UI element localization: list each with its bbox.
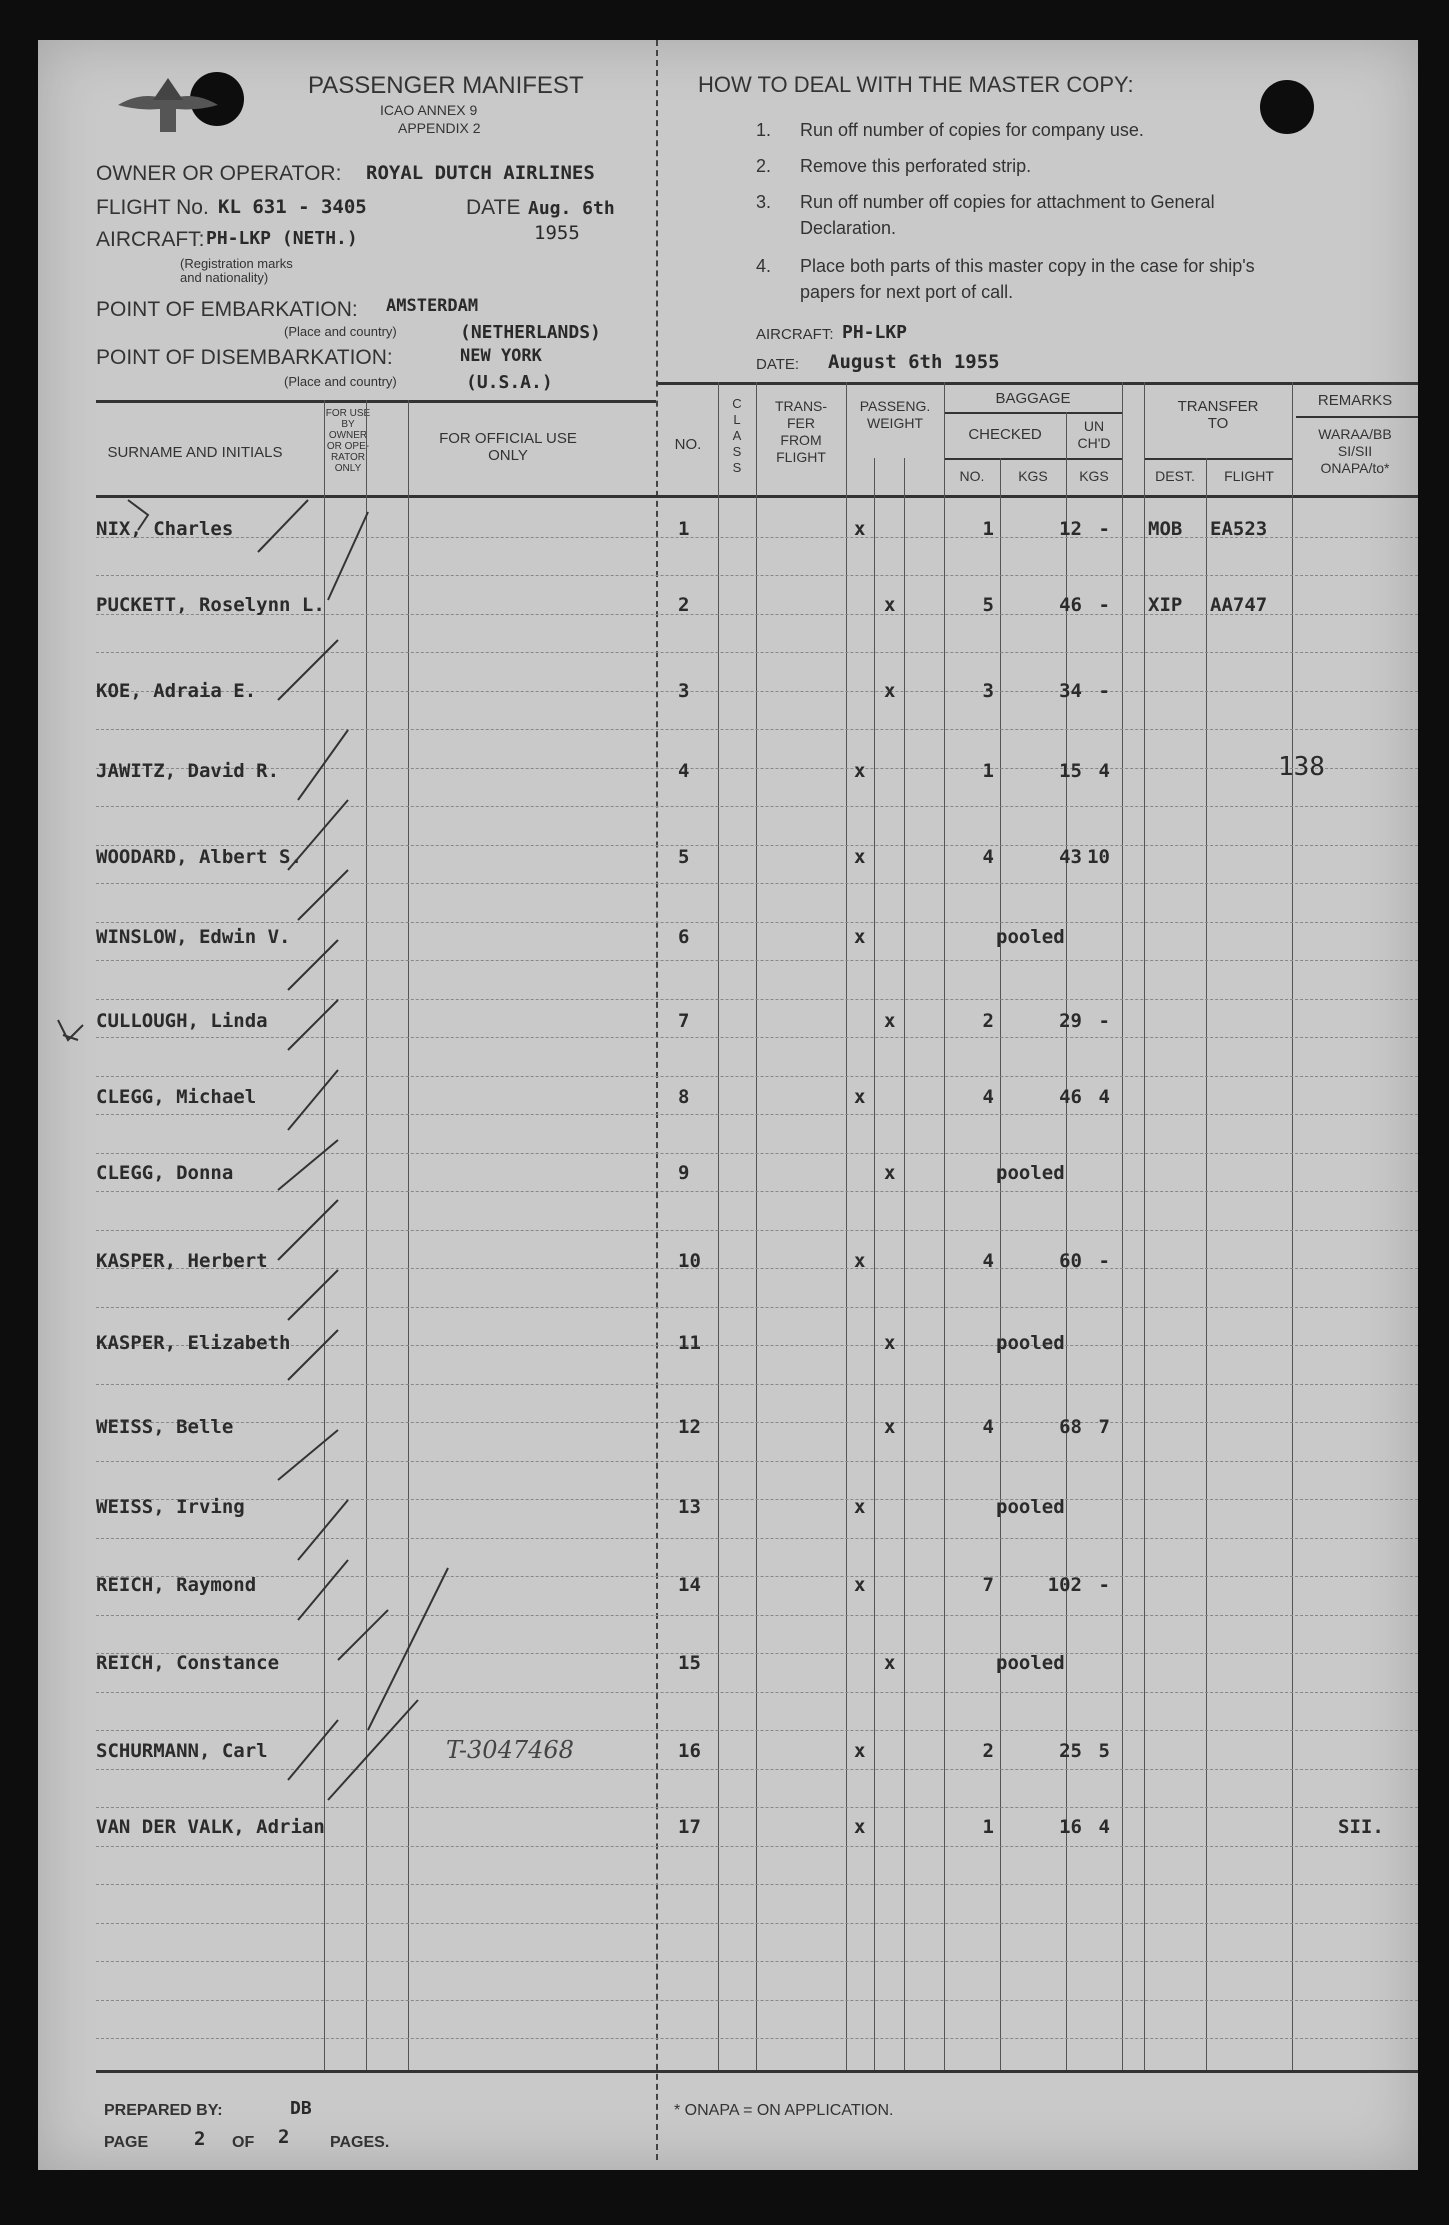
weight-mark-a: x	[854, 1086, 866, 1108]
flight-value: KL 631 - 3405	[218, 196, 367, 218]
instr-date-value: August 6th 1955	[828, 351, 1000, 373]
passenger-name: CULLOUGH, Linda	[96, 1010, 268, 1032]
header-line: A	[732, 428, 742, 443]
weight-mark-b: x	[884, 680, 896, 702]
bag-kgs: pooled	[996, 1652, 1065, 1674]
page-value: 2	[194, 2128, 206, 2150]
instructions-title: HOW TO DEAL WITH THE MASTER COPY:	[698, 72, 1134, 97]
passenger-name: WEISS, Belle	[96, 1416, 234, 1438]
bag-kgs: 16	[1059, 1816, 1082, 1838]
date-label: DATE	[466, 196, 521, 219]
passenger-name: REICH, Constance	[96, 1652, 280, 1674]
place-note: (Place and country)	[284, 324, 397, 339]
bag-count: 1	[982, 518, 994, 540]
passenger-name: WEISS, Irving	[96, 1496, 245, 1518]
passenger-name: REICH, Raymond	[96, 1574, 257, 1596]
header-line: CH'D	[1077, 435, 1111, 451]
passenger-name: KASPER, Herbert	[96, 1250, 268, 1272]
header-line: FOR USE	[325, 408, 371, 419]
passenger-no: 16	[678, 1740, 701, 1762]
passenger-no: 13	[678, 1496, 701, 1518]
passenger-no: 4	[678, 760, 690, 782]
header-line: S	[732, 444, 742, 459]
weight-mark-a: x	[854, 846, 866, 868]
header-line: ONAPA/to*	[1320, 460, 1390, 476]
registration-note: and nationality)	[180, 270, 269, 285]
registration-note: (Registration marks	[180, 256, 293, 271]
header-line: WARAA/BB	[1318, 426, 1392, 442]
col-bag-no: NO.	[959, 468, 985, 484]
header-line: RATOR	[330, 452, 366, 463]
weight-mark-a: x	[854, 1816, 866, 1838]
col-baggage: BAGGAGE	[995, 390, 1071, 407]
owner-value: ROYAL DUTCH AIRLINES	[366, 162, 595, 184]
unchecked-kgs: 10	[1087, 846, 1110, 868]
weight-mark-b: x	[884, 1332, 896, 1354]
header-line: S	[732, 460, 742, 475]
col-un-kgs: KGS	[1079, 468, 1109, 484]
header-line: TRANS-	[774, 398, 828, 414]
bag-kgs: 43	[1059, 846, 1082, 868]
instruction-number: 1.	[756, 120, 772, 140]
header-line: ONLY	[334, 463, 362, 474]
manifest-title: PASSENGER MANIFEST	[308, 72, 584, 99]
weight-mark-a: x	[854, 1740, 866, 1762]
instruction-number: 4.	[756, 256, 772, 276]
weight-mark-a: x	[854, 1250, 866, 1272]
transfer-dest: MOB	[1148, 518, 1183, 540]
header-line: BY	[341, 419, 355, 430]
prepared-by-value: DB	[290, 2098, 312, 2119]
weight-mark-b: x	[884, 1162, 896, 1184]
passenger-name: KOE, Adraia E.	[96, 680, 257, 702]
instruction-number: 3.	[756, 192, 772, 212]
transfer-flight: AA747	[1210, 594, 1268, 616]
of-value: 2	[278, 2126, 290, 2148]
prepared-by-label: PREPARED BY:	[104, 2102, 223, 2119]
col-no: NO.	[674, 436, 702, 453]
passenger-no: 5	[678, 846, 690, 868]
bag-count: 7	[982, 1574, 994, 1596]
bag-count: 1	[982, 1816, 994, 1838]
weight-mark-a: x	[854, 926, 866, 948]
transfer-dest: XIP	[1148, 594, 1183, 616]
weight-mark-b: x	[884, 1416, 896, 1438]
bag-kgs: pooled	[996, 926, 1065, 948]
passenger-no: 6	[678, 926, 690, 948]
weight-mark-a: x	[854, 760, 866, 782]
passenger-name: VAN DER VALK, Adrian	[96, 1816, 325, 1838]
annex-label: ICAO ANNEX 9	[380, 102, 478, 118]
passenger-name: WINSLOW, Edwin V.	[96, 926, 291, 948]
of-label: OF	[232, 2134, 255, 2151]
pages-label: PAGES.	[330, 2134, 390, 2151]
instruction-text: Run off number of copies for company use.	[800, 120, 1144, 140]
header-line: FER	[787, 415, 815, 431]
unchecked-kgs: -	[1098, 1250, 1110, 1272]
flight-label: FLIGHT No.	[96, 196, 209, 219]
passenger-name: CLEGG, Donna	[96, 1162, 234, 1184]
remark: 138	[1278, 752, 1325, 782]
remark: SII.	[1338, 1816, 1384, 1838]
col-checked: CHECKED	[968, 426, 1042, 443]
header-line: PASSENG.	[859, 398, 931, 414]
col-remarks: REMARKS	[1317, 392, 1393, 409]
bag-count: 4	[982, 1416, 994, 1438]
disembarkation-label: POINT OF DISEMBARKATION:	[96, 346, 393, 369]
embarkation-value: AMSTERDAM	[386, 296, 479, 316]
date-value: Aug. 6th	[528, 198, 615, 219]
header-line: FLIGHT	[776, 449, 826, 465]
col-dest: DEST.	[1155, 468, 1195, 484]
instruction-text: Run off number off copies for attachment to General	[800, 192, 1215, 212]
instruction-number: 2.	[756, 156, 772, 176]
manifest-sheet	[38, 40, 1418, 2170]
bag-count: 1	[982, 760, 994, 782]
unchecked-kgs: -	[1098, 1010, 1110, 1032]
passenger-no: 10	[678, 1250, 701, 1272]
col-kgs: KGS	[1018, 468, 1048, 484]
bag-kgs: 34	[1059, 680, 1082, 702]
bag-count: 4	[982, 1086, 994, 1108]
instruction-text: Remove this perforated strip.	[800, 156, 1032, 176]
weight-mark-a: x	[854, 518, 866, 540]
weight-mark-b: x	[884, 1652, 896, 1674]
bag-kgs: 60	[1059, 1250, 1082, 1272]
page-label: PAGE	[104, 2134, 149, 2151]
embarkation-country: (NETHERLANDS)	[460, 322, 601, 343]
unchecked-kgs: -	[1098, 518, 1110, 540]
bag-count: 3	[982, 680, 994, 702]
passenger-no: 12	[678, 1416, 701, 1438]
onapa-note: * ONAPA = ON APPLICATION.	[674, 2102, 894, 2119]
bag-kgs: pooled	[996, 1332, 1065, 1354]
bag-kgs: pooled	[996, 1162, 1065, 1184]
passenger-no: 14	[678, 1574, 701, 1596]
handwritten-check-marks	[38, 40, 1418, 2170]
bag-kgs: 68	[1059, 1416, 1082, 1438]
transfer-flight: EA523	[1210, 518, 1268, 540]
place-note: (Place and country)	[284, 374, 397, 389]
disembarkation-country: (U.S.A.)	[466, 372, 553, 393]
owner-label: OWNER OR OPERATOR:	[96, 162, 342, 185]
official-use-note: T-3047468	[446, 1736, 574, 1764]
header-line: SI/SII	[1337, 443, 1373, 459]
passenger-no: 11	[678, 1332, 701, 1354]
passenger-name: CLEGG, Michael	[96, 1086, 257, 1108]
aircraft-label: AIRCRAFT:	[96, 228, 205, 251]
bag-count: 4	[982, 1250, 994, 1272]
bag-kgs: 46	[1059, 594, 1082, 616]
unchecked-kgs: -	[1098, 680, 1110, 702]
passenger-no: 3	[678, 680, 690, 702]
header-line: FROM	[780, 432, 822, 448]
instr-aircraft-value: PH-LKP	[842, 322, 908, 343]
col-flight: FLIGHT	[1224, 468, 1274, 484]
bag-count: 4	[982, 846, 994, 868]
passenger-no: 8	[678, 1086, 690, 1108]
unchecked-kgs: 5	[1098, 1740, 1110, 1762]
header-line: ONLY	[488, 447, 528, 464]
header-line: L	[733, 412, 741, 427]
bag-kgs: 15	[1059, 760, 1082, 782]
weight-mark-a: x	[854, 1496, 866, 1518]
passenger-no: 7	[678, 1010, 690, 1032]
passenger-name: SCHURMANN, Carl	[96, 1740, 268, 1762]
header-line: OWNER	[328, 430, 368, 441]
header-line: TRANSFER	[1177, 398, 1259, 415]
instruction-text: papers for next port of call.	[800, 282, 1014, 302]
header-line: FOR OFFICIAL USE	[439, 430, 577, 447]
passenger-name: NIX, Charles	[96, 518, 234, 540]
disembarkation-value: NEW YORK	[460, 346, 542, 366]
header-line: C	[732, 396, 742, 411]
aircraft-value: PH-LKP (NETH.)	[206, 228, 358, 249]
unchecked-kgs: 4	[1098, 760, 1110, 782]
passenger-no: 2	[678, 594, 690, 616]
passenger-no: 17	[678, 1816, 701, 1838]
passenger-name: PUCKETT, Roselynn L.	[96, 594, 325, 616]
bag-kgs: 46	[1059, 1086, 1082, 1108]
instruction-text: Place both parts of this master copy in the case for ship's	[800, 256, 1255, 276]
bag-kgs: 29	[1059, 1010, 1082, 1032]
instr-aircraft-label: AIRCRAFT:	[756, 326, 834, 343]
header-line: TO	[1207, 415, 1229, 432]
header-line: OR OPE-	[326, 441, 370, 452]
weight-mark-b: x	[884, 594, 896, 616]
unchecked-kgs: -	[1098, 594, 1110, 616]
bag-count: 5	[982, 594, 994, 616]
passenger-no: 9	[678, 1162, 690, 1184]
unchecked-kgs: 7	[1098, 1416, 1110, 1438]
bag-count: 2	[982, 1010, 994, 1032]
embarkation-label: POINT OF EMBARKATION:	[96, 298, 358, 321]
weight-mark-b: x	[884, 1010, 896, 1032]
bag-kgs: 25	[1059, 1740, 1082, 1762]
unchecked-kgs: 4	[1098, 1086, 1110, 1108]
instruction-text: Declaration.	[800, 218, 897, 238]
bag-kgs: 12	[1059, 518, 1082, 540]
weight-mark-a: x	[854, 1574, 866, 1596]
col-surname: SURNAME AND INITIALS	[107, 444, 283, 461]
date-year: 1955	[534, 222, 580, 244]
header-line: UN	[1083, 418, 1105, 434]
appendix-label: APPENDIX 2	[398, 120, 481, 136]
unchecked-kgs: -	[1098, 1574, 1110, 1596]
passenger-name: JAWITZ, David R.	[96, 760, 280, 782]
unchecked-kgs: 4	[1098, 1816, 1110, 1838]
bag-count: 2	[982, 1740, 994, 1762]
instr-date-label: DATE:	[756, 356, 800, 373]
passenger-name: WOODARD, Albert S.	[96, 846, 302, 868]
passenger-no: 1	[678, 518, 690, 540]
passenger-no: 15	[678, 1652, 701, 1674]
bag-kgs: pooled	[996, 1496, 1065, 1518]
passenger-name: KASPER, Elizabeth	[96, 1332, 291, 1354]
bag-kgs: 102	[1047, 1574, 1082, 1596]
header-line: WEIGHT	[867, 415, 923, 431]
